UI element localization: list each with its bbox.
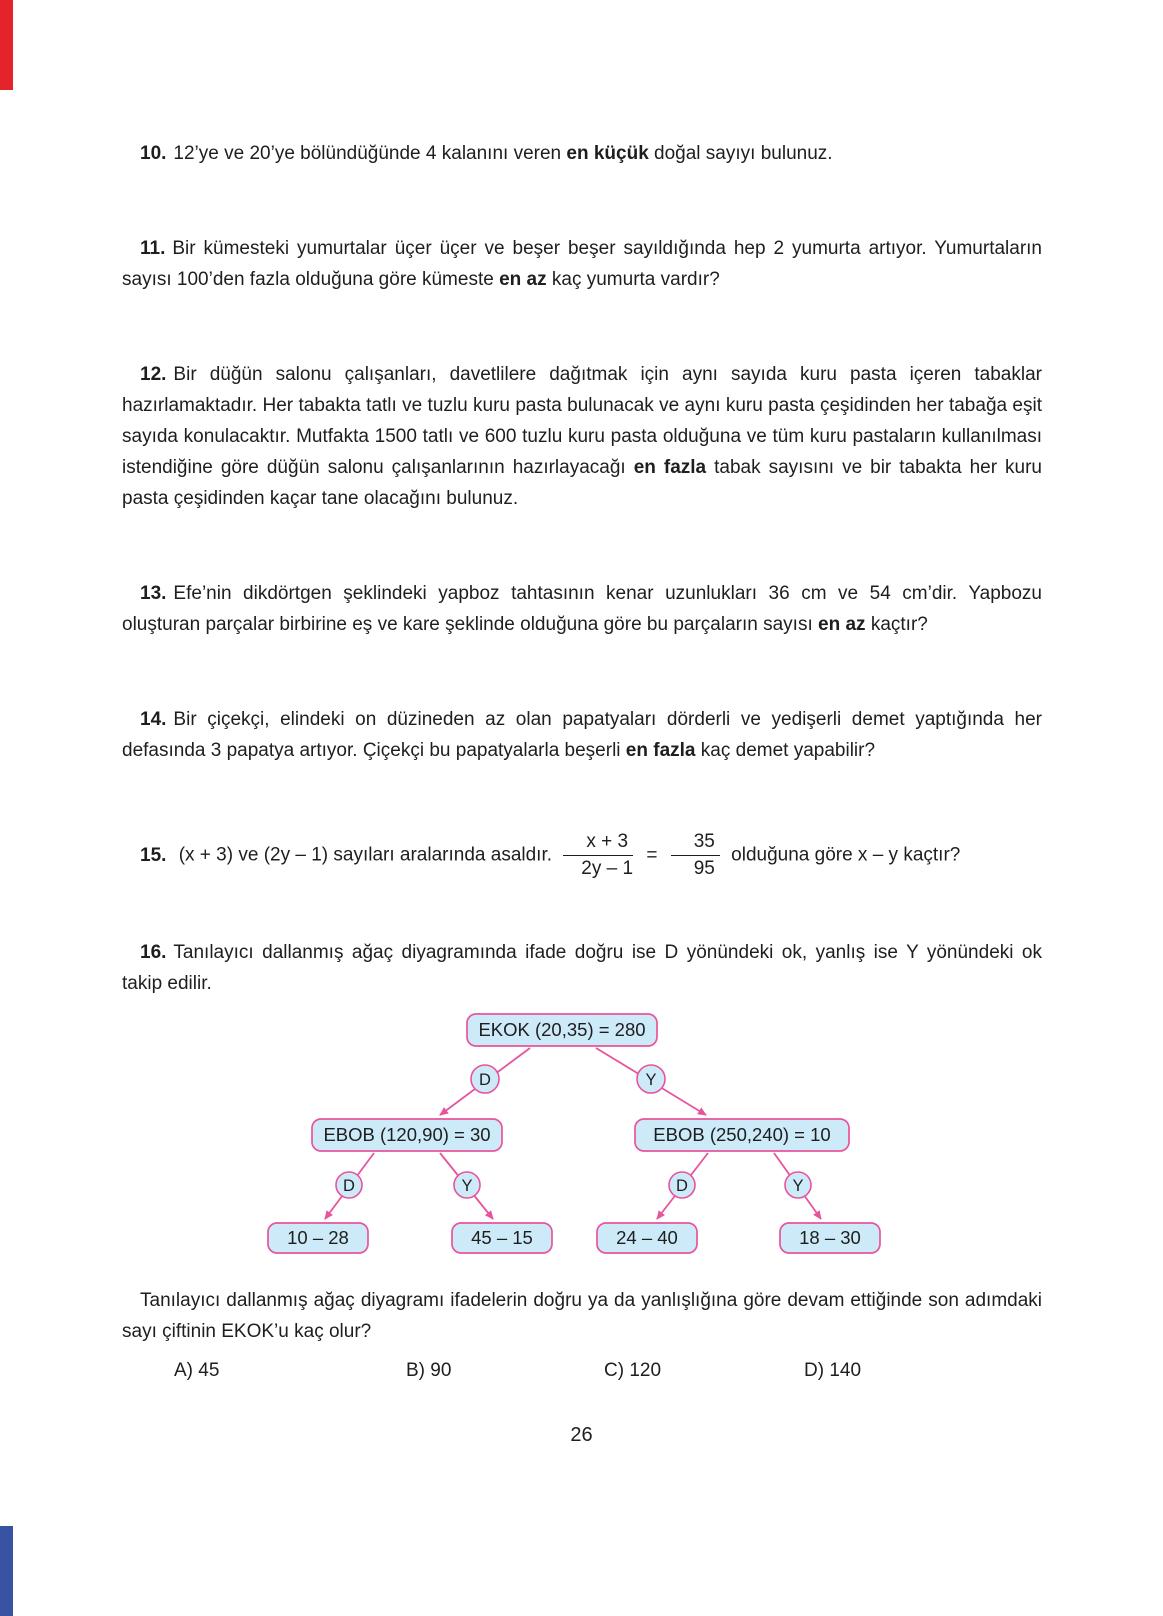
y-letter-level1: Y <box>645 1071 657 1089</box>
question-11 <box>122 233 1042 295</box>
fraction-right-numerator: 35 <box>671 830 720 856</box>
question-14 <box>122 704 1042 766</box>
root-node-label: EKOK (20,35) = 280 <box>478 1019 646 1040</box>
closing-question: Tanılayıcı dallanmış ağaç diyagramı ifadelerin doğru ya da yanlışlığına göre devam ettiğinde son adımdaki sayı çiftinin EKOK’u kaç olur? <box>122 1290 1042 1342</box>
fraction-right <box>671 830 720 881</box>
leaf4-label: 18 – 30 <box>799 1227 861 1248</box>
question-11-text: Bir kümesteki yumurtalar üçer üçer ve beşer beşer sayıldığında hep 2 yumurta artıyor. Yumurtaların sayısı 100’den fazla olduğuna göre kümeste <box>122 238 1042 290</box>
question-10-bold: en küçük <box>566 143 649 164</box>
question-16 <box>122 937 1042 999</box>
option-b: B) 90 <box>406 1360 452 1381</box>
questions-area <box>122 138 1042 1386</box>
d-letter-left: D <box>343 1177 355 1195</box>
question-11-number: 11. <box>140 238 166 259</box>
d-letter-right: D <box>676 1177 688 1195</box>
question-13-text-end: kaçtır? <box>865 614 928 635</box>
question-15 <box>122 830 1042 881</box>
blue-edge-tab <box>0 1526 13 1616</box>
question-16-text: Tanılayıcı dallanmış ağaç diyagramında ifade doğru ise D yönündeki ok, yanlış ise Y yönündeki ok takip edilir. <box>122 942 1042 994</box>
question-10-text: 12’ye ve 20’ye bölündüğünde 4 kalanını veren <box>173 143 567 164</box>
tree-diagram <box>122 1013 1042 1265</box>
fraction-left <box>563 830 633 881</box>
question-15-number: 15. <box>140 844 167 866</box>
tree-diagram-svg <box>122 1013 1042 1265</box>
fraction-left-numerator: x + 3 <box>563 830 633 856</box>
left-node-label: EBOB (120,90) = 30 <box>323 1124 491 1145</box>
red-edge-tab <box>0 0 13 90</box>
question-13-bold: en az <box>818 614 866 635</box>
question-10-number: 10. <box>140 143 167 164</box>
option-c: C) 120 <box>604 1360 662 1381</box>
question-16-number: 16. <box>140 942 167 963</box>
question-10 <box>122 138 1042 169</box>
y-letter-left: Y <box>461 1177 473 1195</box>
question-13-text: Efe’nin dikdörtgen şeklindeki yapboz tahtasının kenar uzunlukları 36 cm ve 54 cm’dir. Yapbozu oluşturan parçalar birbirine eş ve kare şeklinde olduğuna göre bu parçaların sayısı <box>122 583 1042 635</box>
question-10-text-end: doğal sayıyı bulunuz. <box>648 143 833 164</box>
question-14-number: 14. <box>140 709 167 730</box>
question-11-bold: en az <box>499 269 547 290</box>
question-12 <box>122 359 1042 514</box>
option-d: D) 140 <box>804 1360 862 1381</box>
leaf3-label: 24 – 40 <box>616 1227 678 1248</box>
question-14-text-end: kaç demet yapabilir? <box>695 740 876 761</box>
fraction-left-denominator: 2y – 1 <box>581 858 634 879</box>
question-12-number: 12. <box>140 364 167 385</box>
leaf1-label: 10 – 28 <box>287 1227 349 1248</box>
question-13-number: 13. <box>140 583 167 604</box>
question-12-bold: en fazla <box>633 457 707 478</box>
question-15-text-end: olduğuna göre x – y kaçtır? <box>731 844 961 866</box>
question-12-text: Bir düğün salonu çalışanları, davetlilere dağıtmak için aynı sayıda kuru pasta içeren tabaklar hazırlamaktadır. Her tabakta tatlı ve tuzlu kuru pasta bulunacak ve aynı kuru pasta çeşidinden her tabağa eşit sayıda konulacaktır. Mutfakta 1500 tatlı ve 600 tuzlu kuru pasta olduğuna ve tüm kuru pastaların kullanılması istendiğine göre düğün salonu çalışanlarının hazırlayacağı <box>122 364 1042 478</box>
equals-sign: = <box>646 844 658 866</box>
d-letter-level1: D <box>479 1071 491 1089</box>
question-14-bold: en fazla <box>625 740 696 761</box>
question-13 <box>122 578 1042 640</box>
fraction-right-denominator: 95 <box>693 858 715 879</box>
y-letter-right: Y <box>792 1177 804 1195</box>
question-12-text-end: tabak sayısını ve bir tabakta her kuru pasta çeşidinden kaçar tane olacağını bulunuz. <box>122 457 1042 509</box>
question-11-text-end: kaç yumurta vardır? <box>546 269 720 290</box>
page-number: 26 <box>570 1424 593 1446</box>
option-a: A) 45 <box>174 1360 220 1381</box>
answer-options <box>122 1355 1042 1386</box>
question-15-text: (x + 3) ve (2y – 1) sayıları aralarında asaldır. <box>178 844 553 866</box>
question-14-text: Bir çiçekçi, elindeki on düzineden az olan papatyaları dörderli ve yedişerli demet yaptığında her defasında 3 papatya artıyor. Çiçekçi bu papatyalarla beşerli <box>122 709 1042 761</box>
leaf2-label: 45 – 15 <box>471 1227 533 1248</box>
right-node-label: EBOB (250,240) = 10 <box>653 1124 831 1145</box>
